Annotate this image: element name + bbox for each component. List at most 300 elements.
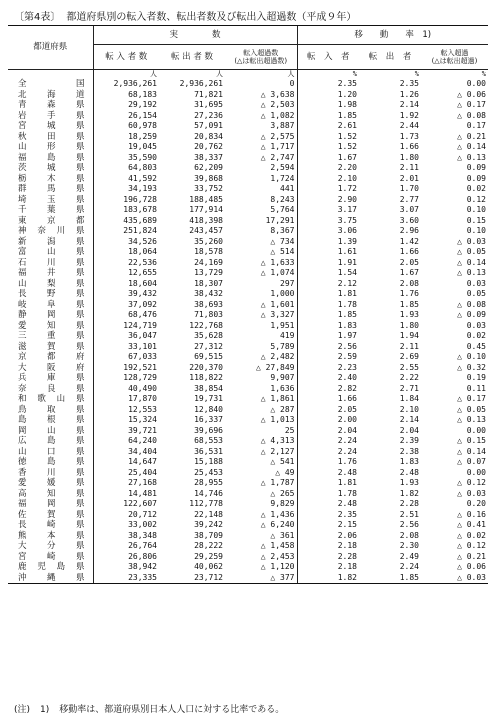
- header-rate-net: [421, 45, 488, 70]
- in-rate: 2.12: [297, 279, 359, 290]
- in-count: 15,324: [93, 415, 159, 426]
- out-rate: 1.82: [399, 488, 419, 498]
- out-rate: 2.30: [399, 541, 419, 551]
- units-blank: [8, 70, 93, 80]
- net-rate: △ 0.05: [457, 247, 486, 257]
- table-row: [8, 331, 488, 342]
- prefecture-name: 愛知県: [18, 320, 85, 331]
- in-count: 183,678: [93, 205, 159, 216]
- out-count: 18,307: [194, 278, 223, 288]
- out-count: 27,312: [194, 341, 223, 351]
- in-rate: 1.39: [297, 237, 359, 248]
- out-rate: 1.42: [399, 236, 419, 246]
- out-count: 35,628: [194, 331, 223, 341]
- net-rate: 0.05: [466, 289, 486, 299]
- out-count: 69,515: [194, 352, 223, 362]
- out-rate: 1.93: [399, 310, 419, 320]
- out-rate: 2.05: [399, 257, 419, 267]
- out-count: 36,531: [194, 446, 223, 456]
- prefecture-name: 広島県: [18, 436, 85, 446]
- net-count: △ 514: [270, 247, 295, 257]
- table-row: [8, 132, 488, 143]
- in-count: 20,712: [93, 510, 159, 521]
- net-rate: △ 0.15: [457, 436, 486, 446]
- in-count: 39,432: [93, 289, 159, 300]
- in-count: 12,553: [93, 405, 159, 416]
- table-title: 都道府県別の転入者数、転出者数及び転出入超過数: [66, 12, 297, 23]
- prefecture-name: 石川県: [18, 257, 85, 268]
- table-row: [8, 237, 488, 248]
- table-row: [8, 216, 488, 227]
- net-rate: 0.12: [466, 194, 486, 204]
- in-count: 192,521: [93, 363, 159, 374]
- out-count: 40,062: [194, 562, 223, 572]
- footnote-label: (注): [14, 705, 31, 715]
- in-count: 18,259: [93, 132, 159, 143]
- net-rate: △ 0.14: [457, 446, 486, 456]
- prefecture-name: 兵庫県: [18, 373, 85, 383]
- table-row: [8, 268, 488, 279]
- out-count: 24,169: [194, 257, 223, 267]
- net-rate: △ 0.17: [457, 394, 486, 404]
- in-count: 35,590: [93, 153, 159, 164]
- out-count: 71,803: [194, 310, 223, 320]
- in-count: 12,655: [93, 268, 159, 279]
- in-rate: 2.48: [297, 499, 359, 510]
- out-count: 57,091: [194, 121, 223, 131]
- prefecture-name: 北海道: [18, 89, 85, 100]
- table-row: [8, 342, 488, 353]
- net-rate: △ 0.12: [457, 478, 486, 488]
- net-rate: 0.03: [466, 278, 486, 288]
- out-count: 15,188: [194, 457, 223, 467]
- net-count: 25: [284, 425, 295, 435]
- in-count: 18,064: [93, 247, 159, 258]
- in-count: 124,719: [93, 321, 159, 332]
- net-rate: △ 0.03: [457, 236, 486, 246]
- prefecture-name: 福井県: [18, 268, 85, 278]
- in-count: 128,729: [93, 373, 159, 384]
- table-row: [8, 142, 488, 153]
- out-rate: 1.26: [399, 89, 419, 99]
- table-row: [8, 405, 488, 416]
- net-count: 2,594: [270, 163, 295, 173]
- prefecture-name: 鹿児島県: [18, 562, 85, 572]
- in-count: 34,526: [93, 237, 159, 248]
- out-count: 188,485: [189, 194, 223, 204]
- out-rate: 2.04: [399, 425, 419, 435]
- out-rate: 1.66: [399, 247, 419, 257]
- out-rate: 2.49: [399, 551, 419, 561]
- in-rate: 2.15: [297, 520, 359, 531]
- prefecture-name: 滋賀県: [18, 341, 85, 352]
- out-rate: 1.70: [399, 184, 419, 194]
- net-rate: 0.02: [466, 331, 486, 341]
- table-row: [8, 321, 488, 332]
- out-rate: 2.11: [399, 163, 419, 173]
- net-rate: △ 0.10: [457, 352, 486, 362]
- in-rate: 1.54: [297, 268, 359, 279]
- table-row: [8, 195, 488, 206]
- in-rate: 2.90: [297, 195, 359, 206]
- in-count: 39,721: [93, 426, 159, 437]
- out-count: 23,712: [159, 573, 225, 584]
- in-count: 251,824: [93, 226, 159, 237]
- in-rate: 1.72: [297, 184, 359, 195]
- table-row: [8, 153, 488, 164]
- net-rate: △ 0.14: [457, 142, 486, 152]
- prefecture-name: 山口県: [18, 446, 85, 457]
- net-count: △ 1,633: [260, 257, 295, 267]
- table-row: [8, 163, 488, 174]
- table-row: [8, 289, 488, 300]
- net-count: △ 1,436: [260, 509, 295, 519]
- table-row: [8, 562, 488, 573]
- net-rate: 0.45: [466, 341, 486, 351]
- net-count: △ 377: [225, 573, 297, 584]
- table-row: [8, 111, 488, 122]
- out-count: 29,259: [194, 551, 223, 561]
- table-row: [8, 447, 488, 458]
- out-count: 31,695: [194, 100, 223, 110]
- net-count: △ 3,638: [260, 89, 295, 99]
- out-rate: 1.66: [399, 142, 419, 152]
- net-count: 1,951: [270, 320, 295, 330]
- table-row: [8, 384, 488, 395]
- out-rate: 1.83: [399, 457, 419, 467]
- in-count: 34,404: [93, 447, 159, 458]
- net-count: 419: [280, 331, 295, 341]
- out-rate: 2.08: [399, 530, 419, 540]
- header-out: 転 出 者 数: [159, 45, 225, 70]
- net-count: △ 2,747: [260, 152, 295, 162]
- out-rate: 2.77: [399, 194, 419, 204]
- in-rate: 3.17: [297, 205, 359, 216]
- net-count: △ 2,503: [260, 100, 295, 110]
- net-rate: △ 0.32: [457, 362, 486, 372]
- out-rate: 2.48: [399, 467, 419, 477]
- out-rate: 1.92: [399, 110, 419, 120]
- net-count: △ 2,453: [260, 551, 295, 561]
- in-rate: 2.59: [297, 352, 359, 363]
- table-caption: [14, 8, 356, 23]
- net-count: △ 1,082: [260, 110, 295, 120]
- net-count: 5,789: [270, 341, 295, 351]
- net-rate: 0.00: [466, 79, 486, 89]
- net-count: △ 49: [275, 467, 295, 477]
- in-count: 68,183: [93, 90, 159, 101]
- net-count: 9,907: [270, 373, 295, 383]
- out-rate: 1.80: [399, 152, 419, 162]
- net-rate: △ 0.08: [457, 110, 486, 120]
- unit-cell: 人: [93, 70, 159, 80]
- out-count: 177,914: [189, 205, 223, 215]
- table-row: [8, 552, 488, 563]
- net-rate: △ 0.21: [457, 551, 486, 561]
- footnote-text: 移動率は、都道府県別日本人人口に対する比率である。: [59, 705, 285, 715]
- in-count: 18,604: [93, 279, 159, 290]
- in-rate: 3.06: [297, 226, 359, 237]
- in-rate: 2.18: [297, 541, 359, 552]
- table-row: [8, 478, 488, 489]
- net-count: △ 2,127: [260, 446, 295, 456]
- prefecture-name: 佐賀県: [18, 509, 85, 520]
- net-count: △ 1,013: [260, 415, 295, 425]
- in-count: 14,481: [93, 489, 159, 500]
- net-rate: 0.20: [466, 499, 486, 509]
- table-row: [8, 258, 488, 269]
- net-rate: △ 0.16: [457, 509, 486, 519]
- in-rate: 2.40: [297, 373, 359, 384]
- table-row: [8, 541, 488, 552]
- net-count: 1,724: [270, 173, 295, 183]
- in-rate: 2.35: [297, 510, 359, 521]
- out-count: 12,840: [194, 404, 223, 414]
- net-rate: △ 0.03: [457, 488, 486, 498]
- out-rate: 2.35: [399, 79, 419, 89]
- header-rate-net-line1: 転入超過: [440, 48, 469, 57]
- in-rate: 1.85: [297, 310, 359, 321]
- table-row: [8, 468, 488, 479]
- out-rate: 2.55: [399, 362, 419, 372]
- out-rate: 2.11: [399, 341, 419, 351]
- net-count: △ 734: [270, 236, 295, 246]
- in-count: 26,764: [93, 541, 159, 552]
- net-count: △ 1,458: [260, 541, 295, 551]
- net-rate: 0.09: [466, 173, 486, 183]
- prefecture-name: 大阪府: [18, 362, 85, 373]
- units-row: [8, 70, 488, 80]
- table-row: [8, 394, 488, 405]
- prefecture-name: 熊本県: [18, 530, 85, 541]
- prefecture-name: 大分県: [18, 541, 85, 551]
- prefecture-name: 青森県: [18, 100, 85, 110]
- in-count: 22,536: [93, 258, 159, 269]
- out-rate: 1.84: [399, 394, 419, 404]
- net-count: △ 361: [270, 530, 295, 540]
- in-rate: 2.56: [297, 342, 359, 353]
- prefecture-name: 埼玉県: [18, 194, 85, 205]
- in-count: 38,348: [93, 531, 159, 542]
- header-actual: 実 数: [93, 26, 297, 45]
- table-row: [8, 363, 488, 374]
- net-count: △ 1,861: [260, 394, 295, 404]
- out-count: 68,553: [194, 436, 223, 446]
- net-count: 3,887: [270, 121, 295, 131]
- in-count: 64,803: [93, 163, 159, 174]
- table-row: [8, 573, 488, 584]
- table-row: [8, 279, 488, 290]
- net-rate: △ 0.08: [457, 299, 486, 309]
- prefecture-name: 三重県: [18, 331, 85, 341]
- net-rate: △ 0.03: [421, 573, 488, 584]
- header-prefecture: 都道府県: [8, 26, 93, 70]
- in-rate: 1.78: [297, 300, 359, 311]
- out-rate: 1.85: [399, 299, 419, 309]
- in-rate: 1.78: [297, 489, 359, 500]
- out-rate: 2.14: [399, 415, 419, 425]
- out-rate: 2.10: [399, 404, 419, 414]
- prefecture-name: 山形県: [18, 142, 85, 152]
- table-row: [8, 121, 488, 132]
- in-rate: 3.75: [297, 216, 359, 227]
- net-rate: 0.10: [466, 205, 486, 215]
- net-rate: 0.09: [466, 163, 486, 173]
- out-count: 118,822: [189, 373, 223, 383]
- footnote-number: 1): [40, 705, 50, 715]
- net-count: 5,764: [270, 205, 295, 215]
- out-rate: 2.44: [399, 121, 419, 131]
- net-rate: △ 0.41: [457, 520, 486, 530]
- out-rate: 2.39: [399, 436, 419, 446]
- net-count: △ 3,327: [260, 310, 295, 320]
- unit-cell: %: [414, 70, 419, 78]
- unit-cell: %: [297, 70, 359, 80]
- out-count: 39,696: [194, 425, 223, 435]
- table-row: [8, 184, 488, 195]
- out-count: 38,709: [194, 530, 223, 540]
- net-rate: 0.00: [466, 467, 486, 477]
- table-row: [8, 436, 488, 447]
- net-count: △ 1,120: [260, 562, 295, 572]
- prefecture-name: 宮崎県: [18, 551, 85, 562]
- prefecture-name: 新潟県: [18, 236, 85, 247]
- table-row: [8, 205, 488, 216]
- prefecture-name: 長野県: [18, 289, 85, 299]
- in-rate: 1.81: [297, 478, 359, 489]
- prefecture-name: 富山県: [18, 247, 85, 257]
- table-row: [8, 520, 488, 531]
- header-rate-in: 転 入 者: [297, 45, 359, 70]
- out-count: 220,370: [189, 362, 223, 372]
- in-count: 60,978: [93, 121, 159, 132]
- prefecture-name: 沖縄県: [8, 573, 93, 584]
- table-row: [8, 499, 488, 510]
- in-count: 67,033: [93, 352, 159, 363]
- out-count: 35,260: [194, 236, 223, 246]
- prefecture-name: 群馬県: [18, 184, 85, 194]
- net-rate: 0.19: [466, 373, 486, 383]
- net-rate: △ 0.13: [457, 415, 486, 425]
- table-row: [8, 457, 488, 468]
- out-count: 243,457: [189, 226, 223, 236]
- out-rate: 1.93: [399, 478, 419, 488]
- table-row: [8, 531, 488, 542]
- out-count: 112,778: [189, 499, 223, 509]
- in-rate: 1.81: [297, 289, 359, 300]
- unit-cell: %: [481, 70, 486, 78]
- out-rate: 2.22: [399, 373, 419, 383]
- in-rate: 2.35: [297, 79, 359, 90]
- out-count: 38,854: [194, 383, 223, 393]
- table-row: [8, 415, 488, 426]
- net-count: 8,243: [270, 194, 295, 204]
- prefecture-name: 奈良県: [18, 383, 85, 394]
- footnote: [14, 702, 294, 715]
- in-count: 25,404: [93, 468, 159, 479]
- out-count: 38,337: [194, 152, 223, 162]
- out-rate: 2.71: [399, 383, 419, 393]
- in-count: 2,936,261: [93, 79, 159, 90]
- net-count: 8,367: [270, 226, 295, 236]
- net-rate: △ 0.13: [457, 152, 486, 162]
- net-rate: 0.17: [466, 121, 486, 131]
- header-rate: 移 動 率 1): [297, 26, 488, 45]
- table-body: [8, 70, 488, 584]
- net-count: △ 27,849: [255, 362, 295, 372]
- out-rate: 2.69: [399, 352, 419, 362]
- out-rate: 2.08: [399, 278, 419, 288]
- in-count: 34,193: [93, 184, 159, 195]
- in-count: 26,154: [93, 111, 159, 122]
- unit-cell: 人: [287, 70, 295, 78]
- table-row: [8, 426, 488, 437]
- header-rate-net-line2: (△は転出超過): [431, 57, 478, 65]
- out-rate: 1.94: [399, 331, 419, 341]
- prefecture-name: 東京都: [18, 215, 85, 226]
- net-count: 9,829: [270, 499, 295, 509]
- out-count: 19,731: [194, 394, 223, 404]
- out-rate: 1.80: [399, 320, 419, 330]
- net-count: △ 287: [270, 404, 295, 414]
- in-rate: 2.23: [297, 363, 359, 374]
- in-count: 435,689: [93, 216, 159, 227]
- in-rate: 2.28: [297, 552, 359, 563]
- prefecture-name: 和歌山県: [18, 394, 85, 404]
- table-row: [8, 226, 488, 237]
- net-count: △ 1,074: [260, 268, 295, 278]
- table-row: [8, 310, 488, 321]
- prefecture-name: 高知県: [18, 488, 85, 499]
- in-rate: 1.67: [297, 153, 359, 164]
- in-count: 68,476: [93, 310, 159, 321]
- prefecture-name: 岐阜県: [18, 299, 85, 310]
- table-number: 〔第4表〕: [14, 12, 61, 23]
- out-rate: 1.85: [359, 573, 421, 584]
- out-rate: 2.38: [399, 446, 419, 456]
- in-rate: 2.18: [297, 562, 359, 573]
- in-rate: 2.61: [297, 121, 359, 132]
- net-count: △ 541: [270, 457, 295, 467]
- net-rate: 0.11: [466, 383, 486, 393]
- out-rate: 2.51: [399, 509, 419, 519]
- in-rate: 2.10: [297, 174, 359, 185]
- in-rate: 1.98: [297, 100, 359, 111]
- net-rate: △ 0.05: [457, 404, 486, 414]
- table-row: [8, 90, 488, 101]
- out-rate: 2.28: [399, 499, 419, 509]
- in-count: 26,806: [93, 552, 159, 563]
- out-count: 2,936,261: [179, 79, 223, 89]
- table-row: [8, 174, 488, 185]
- in-rate: 2.24: [297, 447, 359, 458]
- in-count: 37,092: [93, 300, 159, 311]
- out-count: 38,693: [194, 299, 223, 309]
- in-count: 122,607: [93, 499, 159, 510]
- net-count: 0: [289, 79, 295, 89]
- net-rate: △ 0.07: [457, 457, 486, 467]
- out-count: 27,236: [194, 110, 223, 120]
- net-rate: △ 0.17: [457, 100, 486, 110]
- out-count: 18,578: [194, 247, 223, 257]
- in-rate: 2.04: [297, 426, 359, 437]
- header-net-line1: 転入超過数: [243, 48, 279, 57]
- net-count: △ 1,601: [260, 299, 295, 309]
- out-count: 28,955: [194, 478, 223, 488]
- net-rate: 0.03: [466, 320, 486, 330]
- in-count: 36,047: [93, 331, 159, 342]
- in-rate: 1.66: [297, 394, 359, 405]
